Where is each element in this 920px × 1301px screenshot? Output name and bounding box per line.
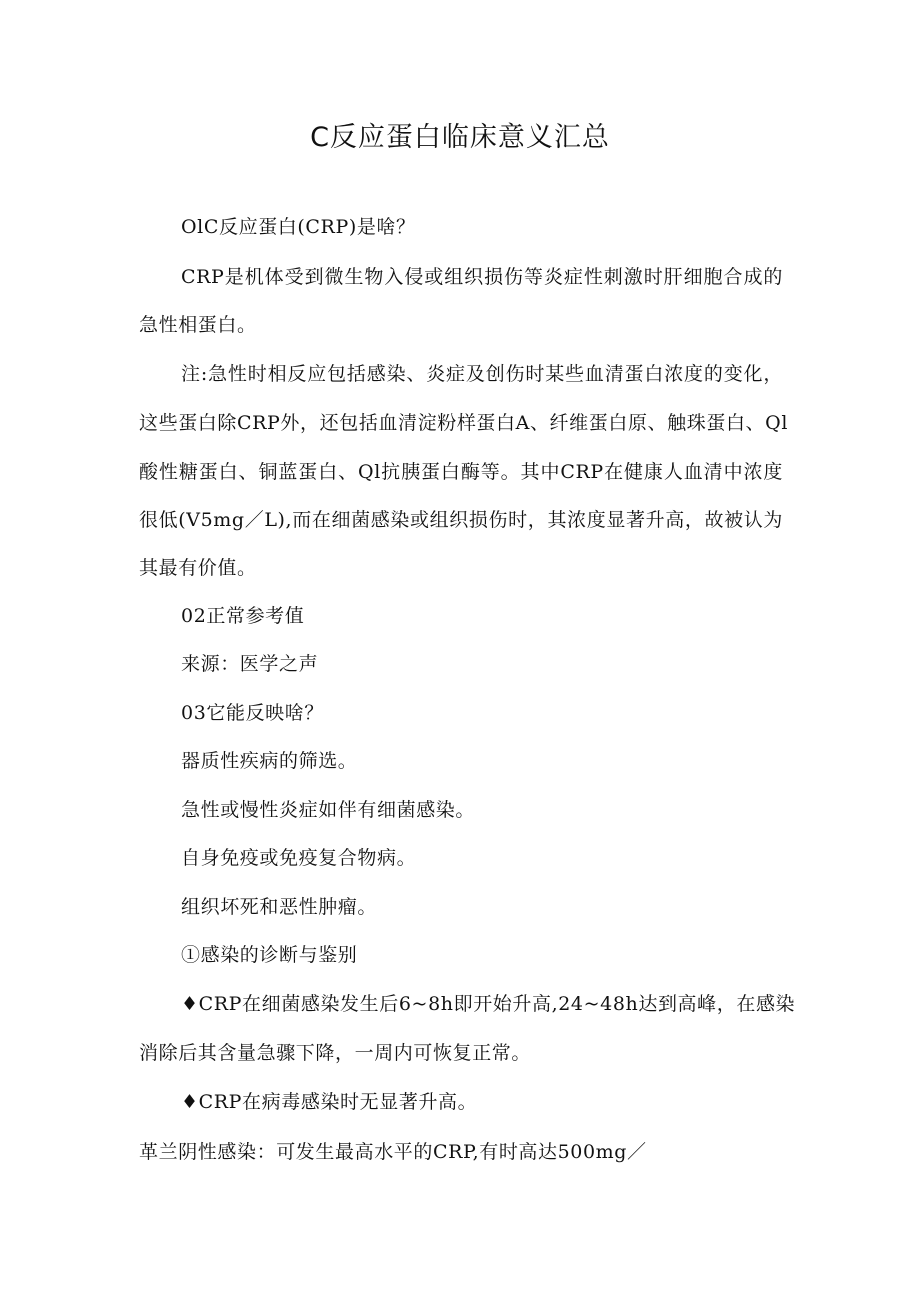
list-item: 自身免疫或免疫复合物病。	[181, 847, 417, 869]
note-line: 这些蛋白除CRP外，还包括血清淀粉样蛋白A、纤维蛋白原、触珠蛋白、Ql	[139, 412, 789, 434]
note-line: 酸性糖蛋白、铜蓝蛋白、Ql抗胰蛋白酶等。其中CRP在健康人血清中浓度	[139, 461, 783, 483]
paragraph-line: 革兰阴性感染：可发生最高水平的CRP,有时高达500mg／	[139, 1141, 647, 1163]
note-line: 很低(V5mg／L),而在细菌感染或组织损伤时，其浓度显著升高，故被认为	[139, 509, 783, 531]
note-line: 注:急性时相反应包括感染、炎症及创伤时某些血清蛋白浓度的变化，	[181, 363, 783, 385]
paragraph-line: 急性相蛋白。	[139, 314, 257, 336]
list-item: 组织坏死和恶性肿瘤。	[181, 896, 378, 918]
bullet-line: ♦CRP在病毒感染时无显著升高。	[181, 1091, 478, 1113]
paragraph-line: CRP是机体受到微生物入侵或组织损伤等炎症性刺激时肝细胞合成的	[181, 266, 783, 288]
section-heading-02: 02正常参考值	[181, 605, 305, 627]
bullet-line: ♦CRP在细菌感染发生后6~8h即开始升高,24~48h达到高峰，在感染	[181, 993, 796, 1015]
subsection-heading: ①感染的诊断与鉴别	[181, 944, 358, 966]
bullet-line: 消除后其含量急骤下降，一周内可恢复正常。	[139, 1042, 532, 1064]
document-title: C反应蛋白临床意义汇总	[310, 122, 610, 153]
source-line: 来源：医学之声	[181, 653, 319, 675]
list-item: 急性或慢性炎症如伴有细菌感染。	[181, 799, 476, 821]
note-line: 其最有价值。	[139, 557, 257, 579]
list-item: 器质性疾病的筛选。	[181, 750, 358, 772]
section-heading-03: 03它能反映啥？	[181, 702, 324, 724]
section-heading-01: OlC反应蛋白(CRP)是啥？	[181, 216, 416, 238]
